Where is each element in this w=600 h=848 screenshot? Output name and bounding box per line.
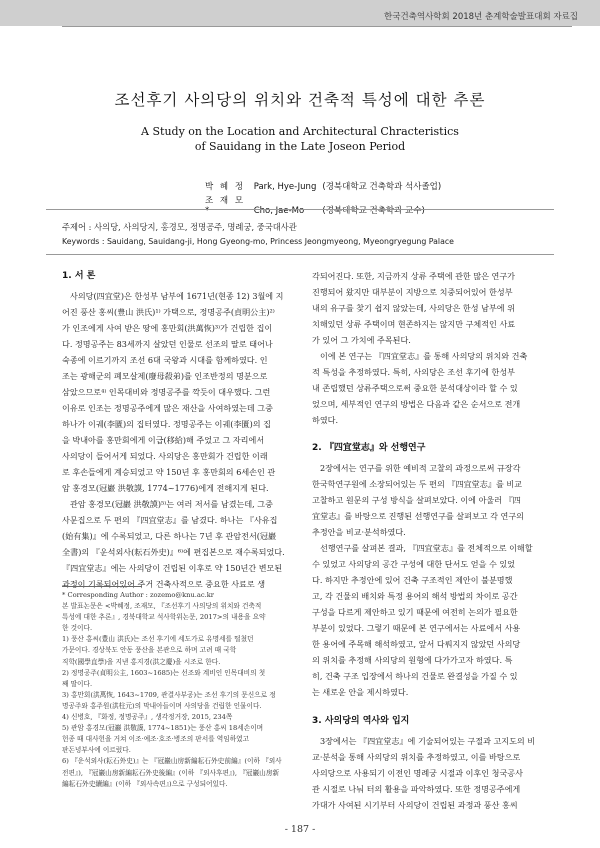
keywords-top-rule [46, 209, 554, 210]
text-line: 이에 본 연구는 『四宜堂志』를 통해 사의당의 위치와 건축 [320, 351, 528, 361]
text-line: 숙종에 이르기까지 조선 6대 국왕과 시대를 함께하였다. 인 [62, 355, 268, 365]
text-line: 특성에 대한 추론』, 경북대학교 석사학위논문, 2017>의 내용을 요약 [62, 613, 266, 622]
text-line: 사문집으로 두 편의 『四宜堂志』를 남겼다. 하나는 『사유집 [62, 515, 278, 525]
text-line: 가문이다. 경상북도 안동 풍산을 본관으로 하며 고려 때 국학 [62, 646, 237, 655]
text-line: 3장에서는 『四宜堂志』에 기술되어있는 구절과 고지도의 비 [320, 736, 536, 746]
text-line: 부분이 있었다. 그렇기 때문에 본 연구에서는 사료에서 사용 [312, 623, 521, 633]
text-line: 직학(國學直學)을 지낸 홍지경(洪之慶)을 시조로 한다. [62, 657, 221, 666]
text-line: 과정이 기록되어있어 주거 건축사적으로 중요한 사료로 생 [62, 579, 266, 589]
text-line: 적 특성을 추정하였다. 특히, 사의당은 조선 후기에 한성부 [312, 367, 515, 377]
text-line: 삼았으므로⁴⁾ 인목대비와 정명공주를 깍듯이 대우했다. 그런 [62, 387, 271, 397]
text-line: 고, 각 건물의 배치와 특정 용어의 해석 방법의 차이로 공간 [312, 591, 518, 601]
text-line: 한국학연구원에 소장되어있는 두 편의 『四宜堂志』를 비교 [312, 479, 522, 489]
right-column-body-section2 [312, 460, 548, 700]
text-line: 히, 건축 구조 입장에서 하나의 건물로 완결성을 가질 수 있 [312, 671, 518, 681]
text-line: 다. 정명공주는 83세까지 살았던 인물로 선조의 딸로 태어나 [62, 339, 273, 349]
footnotes [62, 590, 302, 790]
author-row [205, 194, 425, 216]
text-line: 관암 홍경모(冠巖 洪敬謨)⁵⁾는 여러 저서를 남겼는데, 그중 [70, 499, 273, 509]
paper-title-english-line2: of Sauidang in the Late Joseon Period [194, 140, 406, 153]
text-line: 하나가 이궤(李匱)의 집터였다. 정명공주는 이궤(李匱)의 집 [62, 419, 271, 429]
text-line: 1) 풍산 홍씨(豊山 洪氏)는 조선 후기에 세도가로 유명세를 떨쳤던 [62, 635, 254, 644]
text-line: 내 존립했던 상류주택으로써 중요한 분석대상이라 할 수 있 [312, 383, 518, 393]
text-line: 어진 풍산 홍씨(豊山 洪氏)¹⁾ 가택으로, 정명공주(貞明公主)²⁾ [62, 307, 275, 317]
author-affiliation: (경북대학교 건축학과 교수) [322, 206, 425, 216]
text-line: 을 박내아를 홍만회에게 이급(移給)해 주었고 그 자리에서 [62, 435, 265, 445]
text-line: 진행되어 왔지만 대부분이 지방으로 치중되어있어 한성부 [312, 287, 513, 297]
footnote-rule [62, 586, 142, 587]
text-line: 의 위치를 추정해 사의당의 원형에 다가가고자 하였다. 특 [312, 655, 513, 665]
text-line: 全書)의 『운석외사(耘石外史)』⁶⁾에 편집본으로 재수록되었다. [62, 547, 285, 557]
text-line: 가 있어 그 가치에 주목된다. [312, 335, 411, 345]
text-line: 관 시절로 나눠 터의 활용을 파악하였다. 또한 정명공주에게 [312, 784, 521, 794]
text-line: 編耘石外史續編』(이하 『외사속편』)으로 구성되어있다. [62, 779, 228, 788]
right-column-body-intro [312, 268, 548, 428]
running-header-title: 한국건축역사학회 2018년 춘계학술발표대회 자료집 [384, 12, 578, 22]
text-line: 구성을 다르게 제안하고 있기 때문에 여전히 논의가 필요한 [312, 607, 518, 617]
text-line: 宜堂志』를 바탕으로 진행된 선행연구를 살펴보고 각 연구의 [312, 511, 525, 521]
text-line: 내의 유구를 찾기 쉽지 않았는데, 사의당은 한성 남부에 위 [312, 303, 515, 313]
text-line: 가 인조에게 사여 받은 땅에 홍만회(洪萬恢)³⁾가 건립한 집이 [62, 323, 273, 333]
paper-title-english-line1: A Study on the Location and Architectural Chracteristics [141, 125, 459, 138]
text-line: 5) 관암 홍경모(冠巖 洪敬謨, 1774~1851)는 풍산 홍씨 18세손이며 [62, 724, 264, 733]
left-column-body [62, 288, 294, 592]
text-line: 하였다. [312, 415, 339, 425]
keywords-bottom-rule [46, 254, 554, 255]
text-line: 수 있었고 사의당의 공간 구성에 대한 단서도 얻을 수 있었 [312, 559, 515, 569]
author-name-en: Cho, Jae-Mo [253, 206, 305, 216]
author-affiliation: (경북대학교 건축학과 석사졸업) [322, 182, 442, 192]
author-name-ko: 박 혜 정 [205, 182, 246, 192]
author-name-ko: 조 재 모* [205, 196, 246, 216]
page-number: - 187 - [284, 824, 316, 835]
text-line: 4) 신병호, 『화정, 정명공주』, 생각정거장, 2015, 234쪽 [62, 713, 233, 722]
paper-title-korean: 조선후기 사의당의 위치와 건축적 특성에 대한 추론 [114, 91, 486, 109]
section-heading-sauidangji: 2. 『四宜堂志』와 선행연구 [312, 443, 426, 453]
text-line: 전편』), 『冠巖山房新編耘石外史後編』(이하 『외사후편』), 『冠巖山房新 [62, 768, 280, 777]
text-line: 추정안을 비교·분석하였다. [312, 527, 406, 537]
text-line: 조는 광해군의 폐모살제(廢母殺弟)를 인조반정의 명분으로 [62, 371, 268, 381]
text-line: 이유로 인조는 정명공주에게 많은 재산을 사여하였는데 그중 [62, 403, 273, 413]
keywords-english: Keywords : Sauidang, Sauidang-ji, Hong Gyeong-mo, Princess Jeongmyeong, Myeongryegung Palace [62, 237, 454, 246]
header-divider [62, 26, 572, 27]
text-line: 고찰하고 원문의 구성 방식을 살펴보았다. 이에 아울러 『四 [312, 495, 521, 505]
text-line: 한 것이다. [62, 624, 93, 633]
text-line: 째 딸이다. [62, 679, 93, 688]
section-heading-history-location: 3. 사의당의 역사와 입지 [312, 716, 410, 726]
text-line: 3) 홍만회(洪萬恢, 1643~1709, 관결사부공)는 조선 후기의 문신으로 정 [62, 690, 276, 699]
text-line: 사의당(四宜堂)은 한성부 남부에 1671년(현종 12) 3월에 지 [70, 291, 284, 301]
text-line: 각되어진다. 또한, 지금까지 상류 주택에 관한 많은 연구가 [312, 271, 515, 281]
text-line: 로 후손들에게 계승되었고 약 150년 후 홍만회의 6세손인 관 [62, 467, 276, 477]
text-line: 명공주와 홍주원(洪柱元)의 막내아들이며 사의당을 건립한 인물이다. [62, 701, 262, 710]
text-line: 6) 『운석외사(耘石外史)』는 『冠巖山房新編耘石外史前編』(이하 『외사 [62, 757, 282, 766]
text-line: 2) 정명공주(貞明公主, 1603~1685)는 선조와 계비인 인목대비의 첫 [62, 668, 266, 677]
text-line: 는 새로운 안을 제시하였다. [312, 687, 409, 697]
text-line: 한 용어에 주목해 해석하였고, 앞서 다뤄지지 않았던 사의당 [312, 639, 521, 649]
text-line: 선행연구를 살펴본 결과, 『四宜堂志』를 전체적으로 이해할 [320, 543, 533, 553]
text-line: 판돈녕부사에 이르렀다. [62, 746, 131, 755]
text-line: 가대가 사여된 시기부터 사의당이 건립된 과정과 풍산 홍씨 [312, 800, 518, 810]
text-line: 었으며, 세부적인 연구의 방법은 다음과 같은 순서으로 전개 [312, 399, 521, 409]
text-line: 다. 하지만 추정안에 있어 건축 구조적인 제안이 불분명했 [312, 575, 513, 585]
text-line: 『四宜堂志』에는 사의당이 건립된 이후로 약 150년간 변모된 [62, 563, 283, 573]
keywords-korean: 주제어 : 사의당, 사의당지, 홍경모, 정명공주, 명례궁, 중국대사관 [62, 222, 297, 232]
text-line: * Corresponding Author : zozemo@knu.ac.kr [62, 591, 214, 599]
text-line: 교·분석을 통해 사의당의 위치를 추정하였고, 이를 바탕으로 [312, 752, 521, 762]
text-line: (始有集)』에 수록되었고, 다른 하나는 7년 후 관암전서(冠巖 [62, 531, 277, 541]
author-name-en: Park, Hye-Jung [253, 182, 317, 192]
text-line: 사의당이 들어서게 되었다. 사의당은 홍만회가 건립한 이래 [62, 451, 268, 461]
text-line: 헌종 때 대사헌을 거쳐 이조·예조·호조·병조의 판서를 역임하였고 [62, 735, 250, 744]
text-line: 2장에서는 연구를 위한 예비적 고찰의 과정으로써 규장각 [320, 463, 521, 473]
text-line: 암 홍경모(冠巖 洪敬謨, 1774~1776)에게 전해지게 된다. [62, 483, 269, 493]
text-line: 본 발표논문은 <박혜정, 조재모, 『조선후기 사의당의 위치와 건축적 [62, 602, 262, 611]
section-heading-introduction: 1. 서 론 [62, 271, 96, 281]
right-column-body-section3 [312, 733, 548, 813]
text-line: 치해있던 상류 주택이며 현존하지는 않지만 구체적인 사료 [312, 319, 516, 329]
text-line: 사의당으로 사용되기 이전인 명례궁 시절과 이후인 청국공사 [312, 768, 523, 778]
author-row [205, 180, 441, 192]
